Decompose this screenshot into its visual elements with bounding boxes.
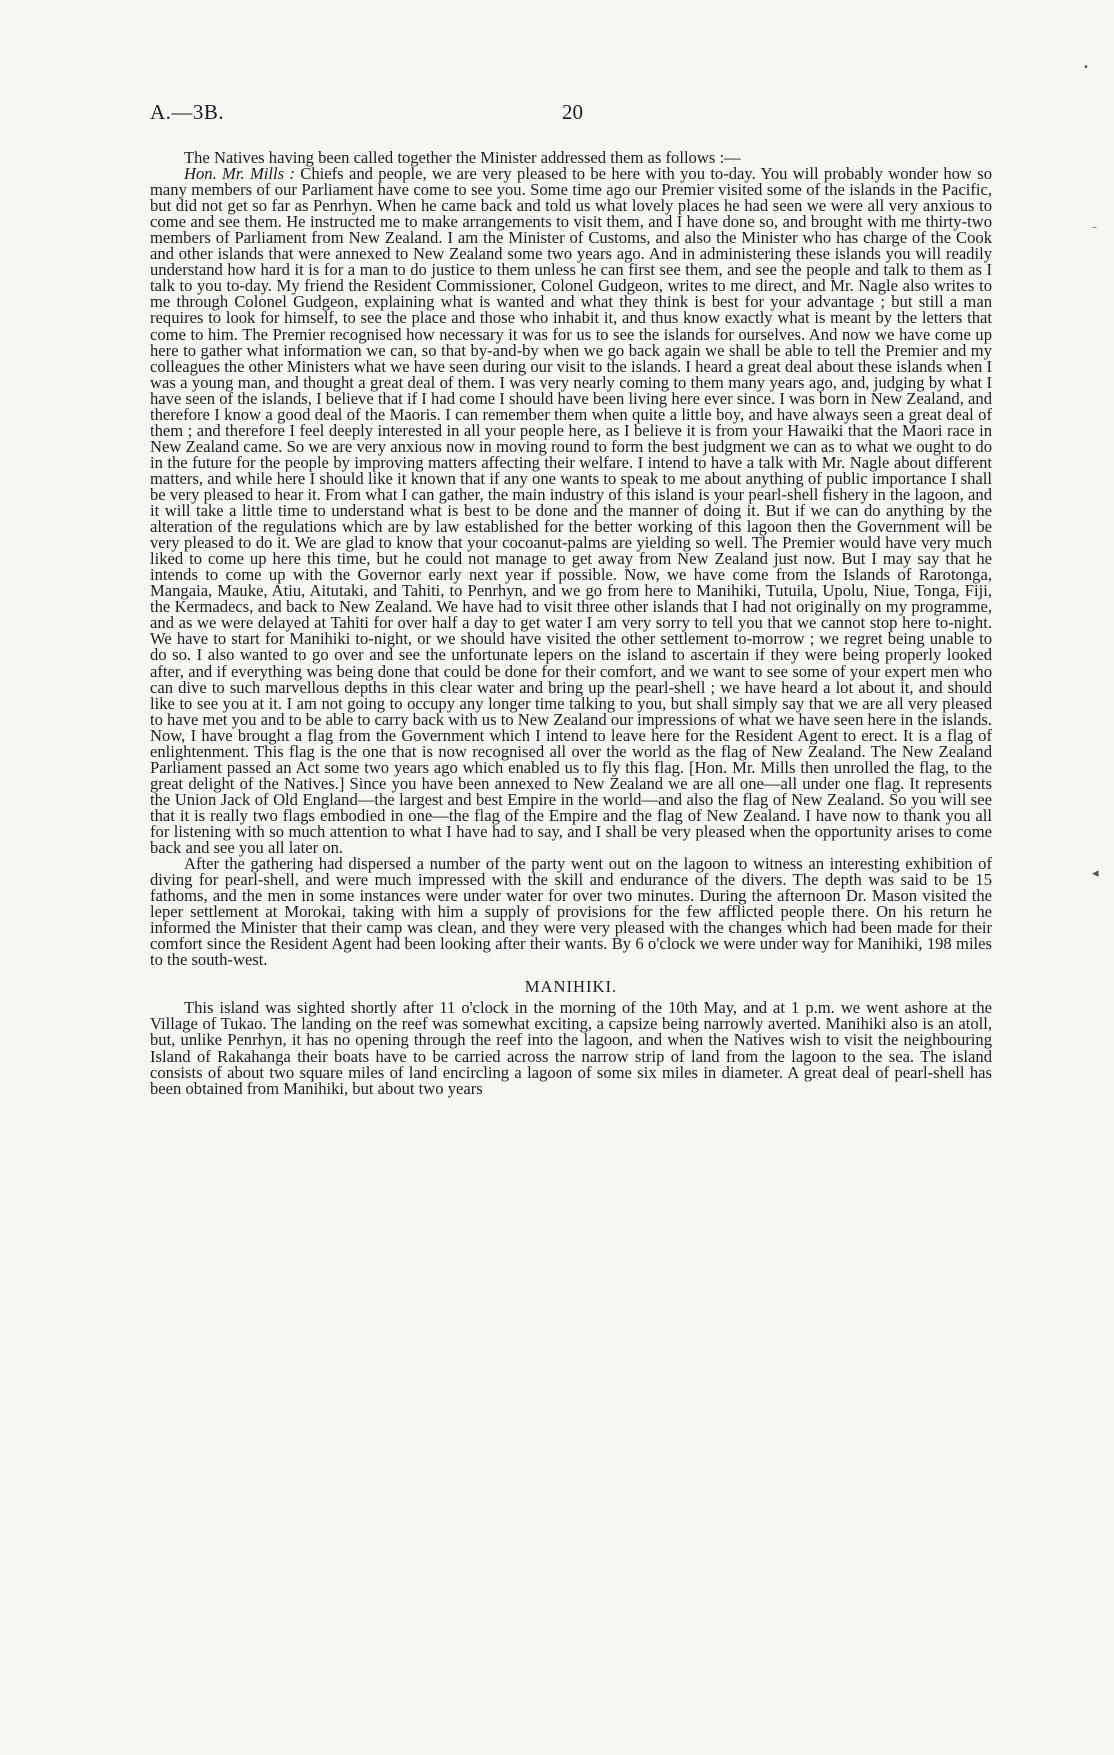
body-text bbox=[150, 150, 992, 1097]
scan-mark-arrow: ◂ bbox=[1092, 866, 1099, 881]
scan-mark-dash: – bbox=[1092, 222, 1097, 233]
section-heading-manihiki: MANIHIKI. bbox=[524, 977, 618, 997]
manihiki-paragraph: This island was sighted shortly after 11 o'clock in the morning of the 10th May, and at 1 p.m. we went ashore at the Village of Tukao. The landing on the reef was somewhat exciting, a capsize being narrowly averted. Manihiki also is an atoll, but, unlike Penrhyn, it has no opening through the reef into the lagoon, and when the Natives wish to visit the neighbouring Island of Rakahanga their boats have to be carried across the narrow strip of land from the lagoon to the sea. The island consists of about two square miles of land encircling a lagoon of some six miles in diameter. A great deal of pearl-shell has been obtained from Manihiki, but about two years bbox=[150, 998, 992, 1098]
scan-mark-dot: • bbox=[1083, 62, 1089, 73]
speaker-name: Hon. Mr. Mills : bbox=[184, 164, 295, 184]
intro-paragraph: The Natives having been called together the Minister addressed them as follows :— bbox=[184, 148, 741, 167]
speech-paragraph bbox=[150, 166, 992, 856]
speech-text: Chiefs and people, we are very pleased to be here with you to-day. You will probably wonder how so many members of our Parliament have come to see you. Some time ago our Premier visited some of the islands in the Pacific, but did not get so far as Penrhyn. When he came back and told us what lovely places he had seen we were all very anxious to come and see them. He instructed me to make arrangements to visit them, and I have done so, and brought with me thirty-two members of Parliament from New Zealand. I am the Minister of Customs, and also the Minister who has charge of the Cook and other islands that were annexed to New Zealand some two years ago. And in administering these islands you will readily understand how hard it is for a man to do justice to them unless he can first see them, and see the people and talk to them as I talk to you to-day. My friend the Resident Commissioner, Colonel Gudgeon, writes to me direct, and Mr. Nagle also writes to me through Colonel Gudgeon, explaining what is wanted and what they think is best for your advantage ; but still a man requires to look for himself, to see the place and those who inhabit it, and thus know exactly what is meant by the letters that come to him. The Premier recognised how necessary it was for us to see the islands for ourselves. And now we have come up here to gather what information we can, so that by-and-by when we go back again we shall be able to tell the Premier and my colleagues the other Ministers what we have seen during our visit to the islands. I heard a great deal about these islands when I was a young man, and thought a great deal of them. I was very nearly coming to them many years ago, and, judging by what I have seen of the islands, I believe that if I had come I should have been living here ever since. I was born in New Zealand, and therefore I know a good deal of the Maoris. I can remember them when quite a little boy, and have always seen a great deal of them ; and therefore I feel deeply interested in all your people here, as I believe it is from your Hawaiki that the Maori race in New Zealand came. So we are very anxious now in moving round to form the best judgment we can as to what we ought to do in the future for the people by improving matters affecting their welfare. I intend to have a talk with Mr. Nagle about different matters, and while here I should like it known that if any one wants to speak to me about anything of public importance I shall be very pleased to hear it. From what I can gather, the main industry of this island is your pearl-shell fishery in the lagoon, and it will take a little time to understand what is best to be done and the manner of doing it. But if we can do anything by the alteration of the regulations which are by law established for the better working of this lagoon then the Government will be very pleased to do it. We are glad to know that your cocoanut-palms are yielding so well. The Premier would have very much liked to come up here this time, but he could not manage to get away from New Zealand just now. But I may say that he intends to come up with the Governor early next year if possible. Now, we have come from the Islands of Rarotonga, Mangaia, Mauke, Atiu, Aitutaki, and Tahiti, to Penrhyn, and we go from here to Manihiki, Tutuila, Upolu, Niue, Tonga, Fiji, the Kermadecs, and back to New Zealand. We have had to visit three other islands that I had not originally on my programme, and as we were delayed at Tahiti for over half a day to get water I am very sorry to tell you that we cannot stop here to-night. We have to start for Manihiki to-night, or we should have visited the other settlement to-morrow ; we regret being unable to do so. I also wanted to go over and see the unfortunate lepers on the island to ascertain if they were being properly looked after, and if everything was being done that could be done for their comfort, and we want to see some of your expert men who can dive to such marvellous depths in this clear water and bring up the pearl-shell ; we have heard a lot about it, and should like to see you at it. I am not going to occupy any longer time talking to you, but shall simply say that we are all very pleased to have met you and to be able to carry back with us to New Zealand our impressions of what we have seen here in the islands. Now, I have brought a flag from the Government which I intend to leave here for the Resident Agent to erect. It is a flag of enlightenment. This flag is the one that is now recognised all over the world as the flag of New Zealand. The New Zealand Parliament passed an Act some two years ago which enabled us to fly this flag. [Hon. Mr. Mills then unrolled the flag, to the great delight of the Natives.] Since you have been annexed to New Zealand we are all one—all under one flag. It represents the Union Jack of Old England—the largest and best Empire in the world—and also the flag of New Zealand. So you will see that it is really two flags embodied in one—the flag of the Empire and the flag of New Zealand. I have now to thank you all for listening with so much attention to what I have had to say, and I shall be very pleased when the opportunity arises to come back and see you all later on. bbox=[150, 164, 992, 858]
document-reference: A.—3B. bbox=[150, 100, 225, 124]
page-number: 20 bbox=[562, 100, 583, 124]
page-header bbox=[150, 100, 990, 130]
after-gathering-paragraph: After the gathering had dispersed a number of the party went out on the lagoon to witness an interesting exhibition of diving for pearl-shell, and were much impressed with the skill and endurance of the divers. The depth was said to be 15 fathoms, and the men in some instances were under water for over two minutes. During the afternoon Dr. Mason visited the leper settlement at Morokai, taking with him a supply of provisions for the few afflicted people there. On his return he informed the Minister that their camp was clean, and they were very pleased with the changes which had been made for their comfort since the Resident Agent had been looking after their wants. By 6 o'clock we were under way for Manihiki, 198 miles to the south-west. bbox=[150, 854, 992, 970]
